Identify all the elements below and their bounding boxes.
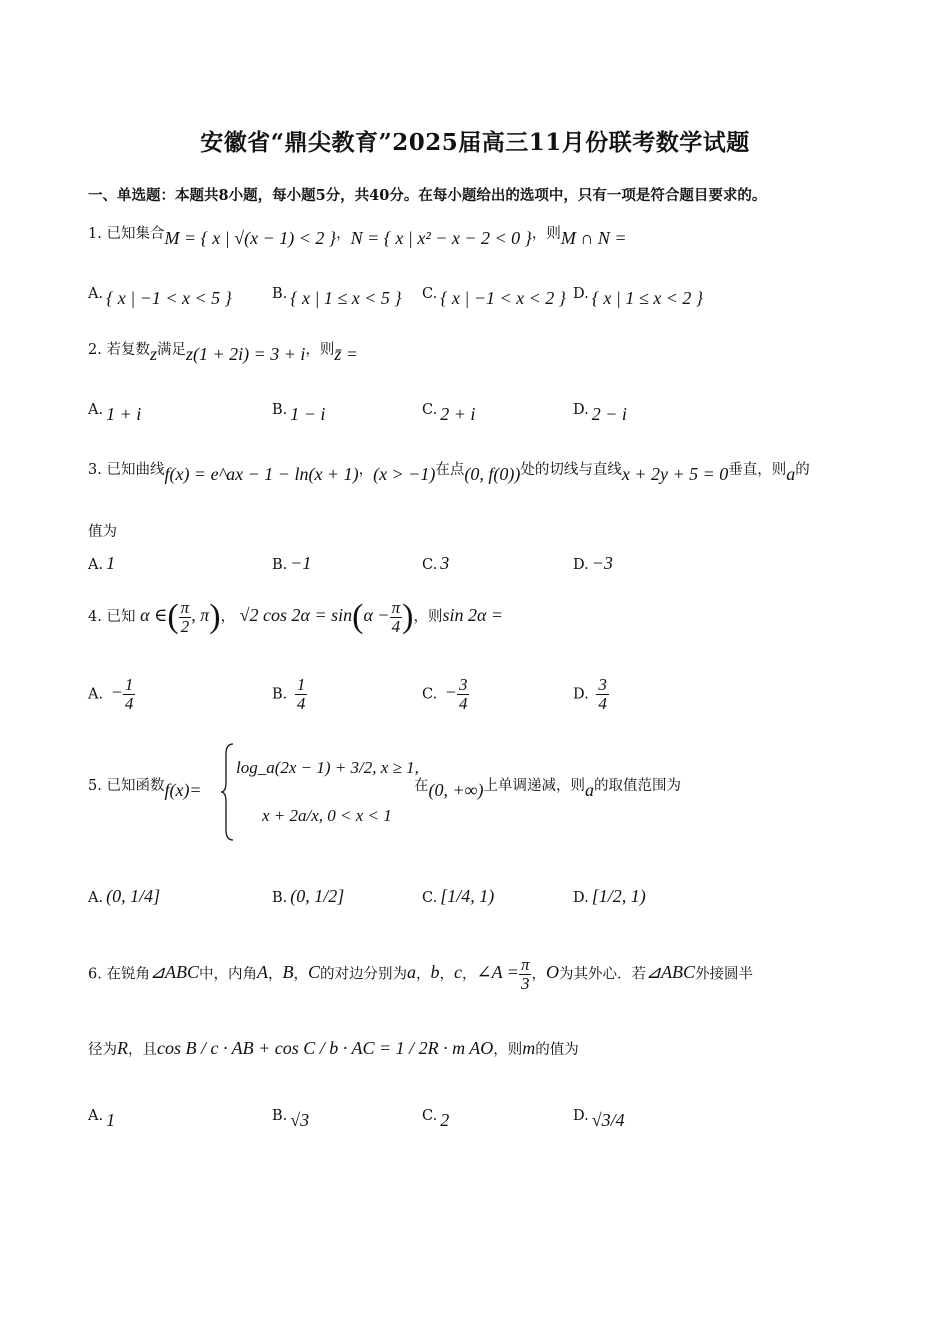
option-d[interactable]: D. { x | 1 ≤ x < 2 } <box>573 286 704 308</box>
option-b[interactable]: B. (0, 1/2] <box>272 886 345 906</box>
question-number: 1. <box>88 226 102 242</box>
fraction: $\frac{\pi}{4}$ <box>391 597 401 636</box>
option-a[interactable]: A. (0, 1/4] <box>88 886 161 906</box>
option-a[interactable]: A. 1 + i <box>88 402 142 424</box>
option-a[interactable]: A. 1 <box>88 1108 116 1130</box>
question-6: 6. 在锐角⊿ABC中，内角A，B，C的对边分别为a，b，c，∠A = $\frac{\pi}{3}$ ，O为其外心．若⊿ABC外接圆半 <box>88 955 754 993</box>
option-d[interactable]: D. $\frac{3}{4}$ <box>573 675 607 713</box>
option-c[interactable]: C. 3 <box>422 553 450 573</box>
question-number: 2. <box>88 342 102 358</box>
option-a[interactable]: A. { x | −1 < x < 5 } <box>88 286 232 308</box>
option-c[interactable]: C. { x | −1 < x < 2 } <box>422 286 566 308</box>
page-title: 安徽省“鼎尖教育”2025届高三11月份联考数学试题 <box>200 129 750 156</box>
option-a[interactable]: A. 1 <box>88 553 116 573</box>
section-header: 一、单选题：本题共8小题，每小题5分，共40分。在每小题给出的选项中，只有一项是符合题目要求的。 <box>88 187 767 204</box>
option-d[interactable]: D. 2 − i <box>573 402 627 424</box>
question-6-continued: 径为R，且cos B / c · AB + cos C / b · AC = 1 / 2R · m AO，则m的值为 <box>88 1038 579 1058</box>
question-5-tail: 在(0, +∞)上单调递减，则a的取值范围为 <box>414 778 681 800</box>
piecewise-row-1: log_a(2x − 1) + 3/2, x ≥ 1, <box>236 758 419 777</box>
vector-equation: cos B / c · AB + cos C / b · AC = 1 / 2R · m AO <box>157 1038 494 1058</box>
math-set-m: M = { x | √(x − 1) < 2 } <box>164 228 337 248</box>
question-2: 2. 若复数z满足z(1 + 2i) = 3 + i，则z̄ = <box>88 342 359 364</box>
option-c[interactable]: C. 2 + i <box>422 402 476 424</box>
option-b[interactable]: B. √3 <box>272 1108 310 1130</box>
question-4: 4. 已知 α ∈( $\frac{\pi}{2}$ , π)， √2 cos 2α = sin(α − $\frac{\pi}{4}$ )，则sin 2α = <box>88 597 504 636</box>
question-3: 3. 已知曲线f(x) = e^ax − 1 − ln(x + 1)，(x > −1)在点(0, f(0))处的切线与直线x + 2y + 5 = 0垂直，则a的 <box>88 462 810 484</box>
question-number: 4. <box>88 609 102 625</box>
question-1: 1. 已知集合M = { x | √(x − 1) < 2 }，N = { x | x² − x − 2 < 0 }，则M ∩ N = <box>88 226 627 248</box>
option-b[interactable]: B. −1 <box>272 553 312 573</box>
option-b[interactable]: B. { x | 1 ≤ x < 5 } <box>272 286 402 308</box>
option-c[interactable]: C. [1/4, 1) <box>422 886 495 906</box>
option-b[interactable]: B. $\frac{1}{4}$ <box>272 675 306 713</box>
fraction: $\frac{\pi}{3}$ <box>520 955 530 993</box>
option-a[interactable]: A. − $\frac{1}{4}$ <box>88 675 134 713</box>
question-number: 5. <box>88 778 102 794</box>
fraction: $\frac{\pi}{2}$ <box>180 597 190 636</box>
math-set-n: N = { x | x² − x − 2 < 0 } <box>350 228 532 248</box>
question-number: 6. <box>88 966 102 983</box>
option-d[interactable]: D. −3 <box>573 553 613 573</box>
option-d[interactable]: D. [1/2, 1) <box>573 886 646 906</box>
option-b[interactable]: B. 1 − i <box>272 402 326 424</box>
option-c[interactable]: C. 2 <box>422 1108 450 1130</box>
question-5: 5. 已知函数f(x)= <box>88 778 202 800</box>
question-number: 3. <box>88 462 102 478</box>
question-3-continued: 值为 <box>88 524 117 540</box>
option-c[interactable]: C. − $\frac{3}{4}$ <box>422 675 468 713</box>
piecewise-brace <box>220 742 236 842</box>
piecewise-row-2: x + 2a/x, 0 < x < 1 <box>262 806 392 825</box>
math-intersection: M ∩ N = <box>560 228 627 248</box>
option-d[interactable]: D. √3/4 <box>573 1108 625 1130</box>
